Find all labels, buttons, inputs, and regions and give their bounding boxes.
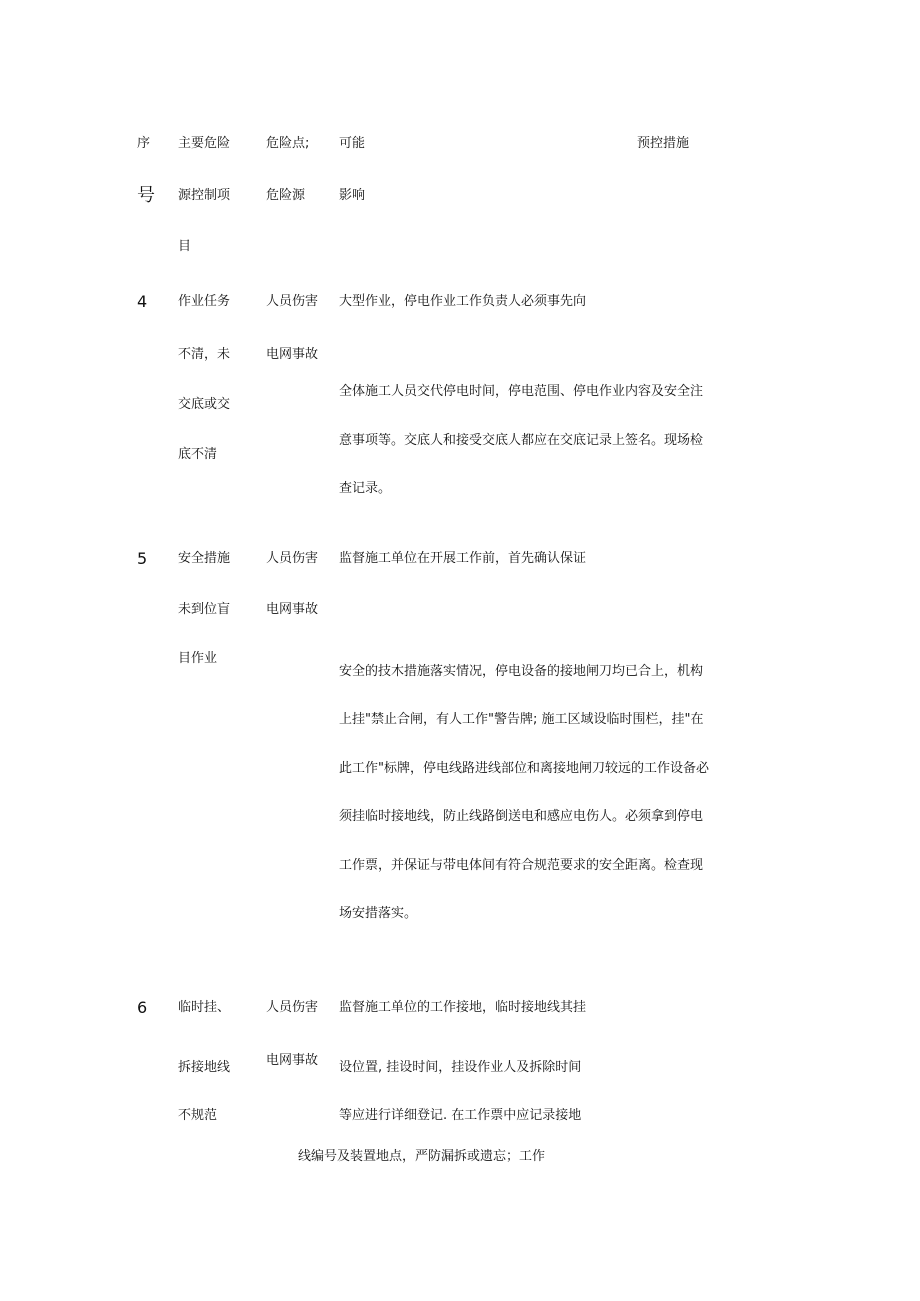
row-5-impact-line: 人员伤害 xyxy=(266,551,319,566)
row-4-seq: 4 xyxy=(137,292,148,311)
row-4-measures-line: 全体施工人员交代停电时间，停电范围、停电作业内容及安全注 xyxy=(339,384,704,399)
row-6-measures-line: 等应进行详细登记. 在工作票中应记录接地 xyxy=(339,1108,582,1123)
row-4-project-line: 交底或交 xyxy=(178,397,231,412)
row-4-impact-line: 电网事故 xyxy=(266,347,319,362)
header-impact-line1: 可能 xyxy=(339,136,366,151)
row-4-project-line: 底不清 xyxy=(178,447,218,462)
header-measures: 预控措施 xyxy=(637,136,690,151)
row-4-impact-line: 人员伤害 xyxy=(266,294,319,309)
row-6-impact-line: 人员伤害 xyxy=(266,1000,319,1015)
header-project-line2: 源控制项 xyxy=(178,188,231,203)
header-seq-line2: 号 xyxy=(137,185,155,206)
row-5-measures-line: 上挂"禁止合闸，有人工作"警告牌; 施工区域设临时围栏，挂"在 xyxy=(339,712,704,727)
row-5-measures-line: 监督施工单位在开展工作前，首先确认保证 xyxy=(339,551,587,566)
row-6-measures-line: 线编号及装置地点，严防漏拆或遗忘；工作 xyxy=(298,1149,546,1164)
row-5-measures-line: 此工作"标牌，停电线路进线部位和离接地闸刀较远的工作设备必 xyxy=(339,761,709,776)
row-5-project-line: 目作业 xyxy=(178,651,218,666)
row-5-measures-line: 安全的技木措施落实情况，停电设备的接地闸刀均已合上，机构 xyxy=(339,664,704,679)
row-4-measures-line: 查记录。 xyxy=(339,481,392,496)
row-6-impact-line: 电网事故 xyxy=(266,1053,319,1068)
row-6-measures-line: 监督施工单位的工作接地，临时接地线其挂 xyxy=(339,1000,587,1015)
header-hazard-line1: 危险点; xyxy=(266,136,310,151)
row-5-project-line: 未到位盲 xyxy=(178,602,231,617)
row-6-seq: 6 xyxy=(137,998,148,1017)
row-6-project-line: 拆接地线 xyxy=(178,1060,231,1075)
row-6-measures-line: 设位置, 挂设时间，挂设作业人及拆除时间 xyxy=(339,1060,582,1075)
row-4-project-line: 作业任务 xyxy=(178,294,231,309)
row-4-measures-line: 大型作业，停电作业工作负责人必须事先向 xyxy=(339,294,587,309)
row-4-project-line: 不清，未 xyxy=(178,347,231,362)
header-impact-line2: 影响 xyxy=(339,188,366,203)
header-hazard-line2: 危险源 xyxy=(266,188,306,203)
row-4-measures-line: 意事项等。交底人和接受交底人都应在交底记录上签名。现场检 xyxy=(339,433,704,448)
header-project-line3: 目 xyxy=(178,239,192,254)
row-6-project-line: 临时挂、 xyxy=(178,1000,231,1015)
row-5-project-line: 安全措施 xyxy=(178,551,231,566)
header-project-line1: 主要危险 xyxy=(178,136,231,151)
row-5-seq: 5 xyxy=(137,549,148,568)
row-5-impact-line: 电网事故 xyxy=(266,602,319,617)
row-5-measures-line: 场安措落实。 xyxy=(339,906,418,921)
row-6-project-line: 不规范 xyxy=(178,1108,218,1123)
row-5-measures-line: 工作票，并保证与带电体间有符合规范要求的安全距离。检查现 xyxy=(339,858,704,873)
row-5-measures-line: 须挂临时接地线，防止线路倒送电和感应电伤人。必须拿到停电 xyxy=(339,809,704,824)
header-seq-line1: 序 xyxy=(137,136,151,151)
